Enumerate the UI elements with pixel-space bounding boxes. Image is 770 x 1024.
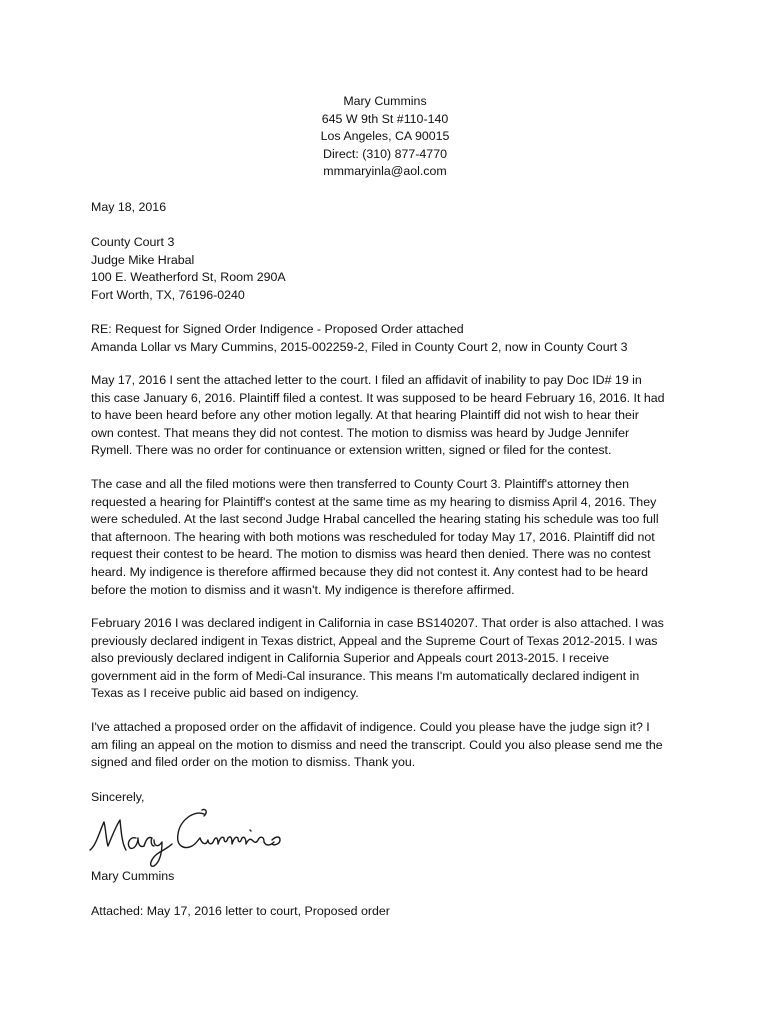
paragraph-line: to have been heard before any other motion legally. At that hearing Plaintiff did not wish to hear their [91, 408, 639, 423]
paragraph-line: that afternoon. The hearing with both motions was rescheduled for today May 17, 2016. Plaintiff did not [91, 529, 655, 544]
sender-email: mmmaryinla@aol.com [323, 164, 447, 179]
paragraph-line: previously declared indigent in Texas district, Appeal and the Supreme Court of Texas 2012-2015. I was [91, 633, 658, 648]
recipient-line1: County Court 3 [91, 235, 175, 249]
paragraph-line: heard. My indigence is therefore affirmed because they did not contest it. Any contest had to be heard [91, 564, 649, 579]
sender-address-line1: 645 W 9th St #110-140 [321, 111, 449, 126]
body-paragraph-2 [91, 475, 691, 598]
paragraph-line: May 17, 2016 I sent the attached letter to the court. I filed an affidavit of inability to pay Doc ID# 19 in [91, 373, 642, 387]
sender-phone: Direct: (310) 877-4770 [323, 146, 447, 161]
paragraph-line: Texas as I receive public aid based on indigency. [91, 686, 359, 701]
attachment-block [91, 902, 691, 920]
sender-name: Mary Cummins [343, 94, 427, 108]
paragraph-line: February 2016 I was declared indigent in California in case BS140207. That order is also attached. I was [91, 616, 664, 630]
letter-date: May 18, 2016 [91, 200, 167, 214]
paragraph-line: Rymell. There was no order for continuance or extension written, signed or filed for the contest. [91, 443, 612, 458]
re-line2: Amanda Lollar vs Mary Cummins, 2015-002259-2, Filed in County Court 2, now in County Court 3 [91, 339, 628, 354]
recipient-line4: Fort Worth, TX, 76196-0240 [91, 287, 245, 302]
sender-address-line2: Los Angeles, CA 90015 [320, 129, 450, 144]
paragraph-line: requested a hearing for Plaintiff's contest at the same time as my hearing to dismiss April 4, 2016. They [91, 494, 657, 509]
paragraph-line: signed and filed order on the motion to dismiss. Thank you. [91, 755, 416, 770]
body-paragraph-4 [91, 718, 691, 771]
recipient-block [91, 233, 691, 303]
paragraph-line: this case January 6, 2016. Plaintiff filed a contest. It was supposed to be heard February 16, 2016. It had [91, 390, 665, 405]
body-paragraph-1 [91, 371, 691, 459]
re-line1: RE: Request for Signed Order Indigence - Proposed Order attached [91, 322, 464, 336]
paragraph-line: government aid in the form of Medi-Cal insurance. This means I'm automatically declared indigent in [91, 668, 640, 683]
paragraph-line: The case and all the filed motions were then transferred to County Court 3. Plaintiff's attorney then [91, 477, 629, 491]
letter-date-block [91, 198, 691, 216]
closing-text: Sincerely, [91, 790, 145, 804]
recipient-line2: Judge Mike Hrabal [91, 252, 195, 267]
signer-name: Mary Cummins [91, 869, 175, 883]
paragraph-line: am filing an appeal on the motion to dismiss and need the transcript. Could you also please send me the [91, 737, 663, 752]
paragraph-line: before the motion to dismiss and it wasn't. My indigence is therefore affirmed. [91, 582, 515, 597]
re-block [91, 320, 691, 355]
signer-block [91, 867, 691, 885]
paragraph-line: I've attached a proposed order on the affidavit of indigence. Could you please have the judge sign it? I [91, 720, 650, 734]
handwritten-signature [84, 800, 294, 870]
sender-header [0, 92, 770, 180]
recipient-line3: 100 E. Weatherford St, Room 290A [91, 270, 286, 285]
body-paragraph-3 [91, 614, 691, 702]
paragraph-line: were scheduled. At the last second Judge Hrabal cancelled the hearing stating his schedule was too full [91, 512, 659, 527]
paragraph-line: own contest. That means they did not contest. The motion to dismiss was heard by Judge Jennifer [91, 425, 630, 440]
paragraph-line: request their contest to be heard. The motion to dismiss was heard then denied. There was no contest [91, 547, 651, 562]
paragraph-line: also previously declared indigent in California Superior and Appeals court 2013-2015. I receive [91, 651, 609, 666]
attachment-note: Attached: May 17, 2016 letter to court, Proposed order [91, 904, 390, 918]
